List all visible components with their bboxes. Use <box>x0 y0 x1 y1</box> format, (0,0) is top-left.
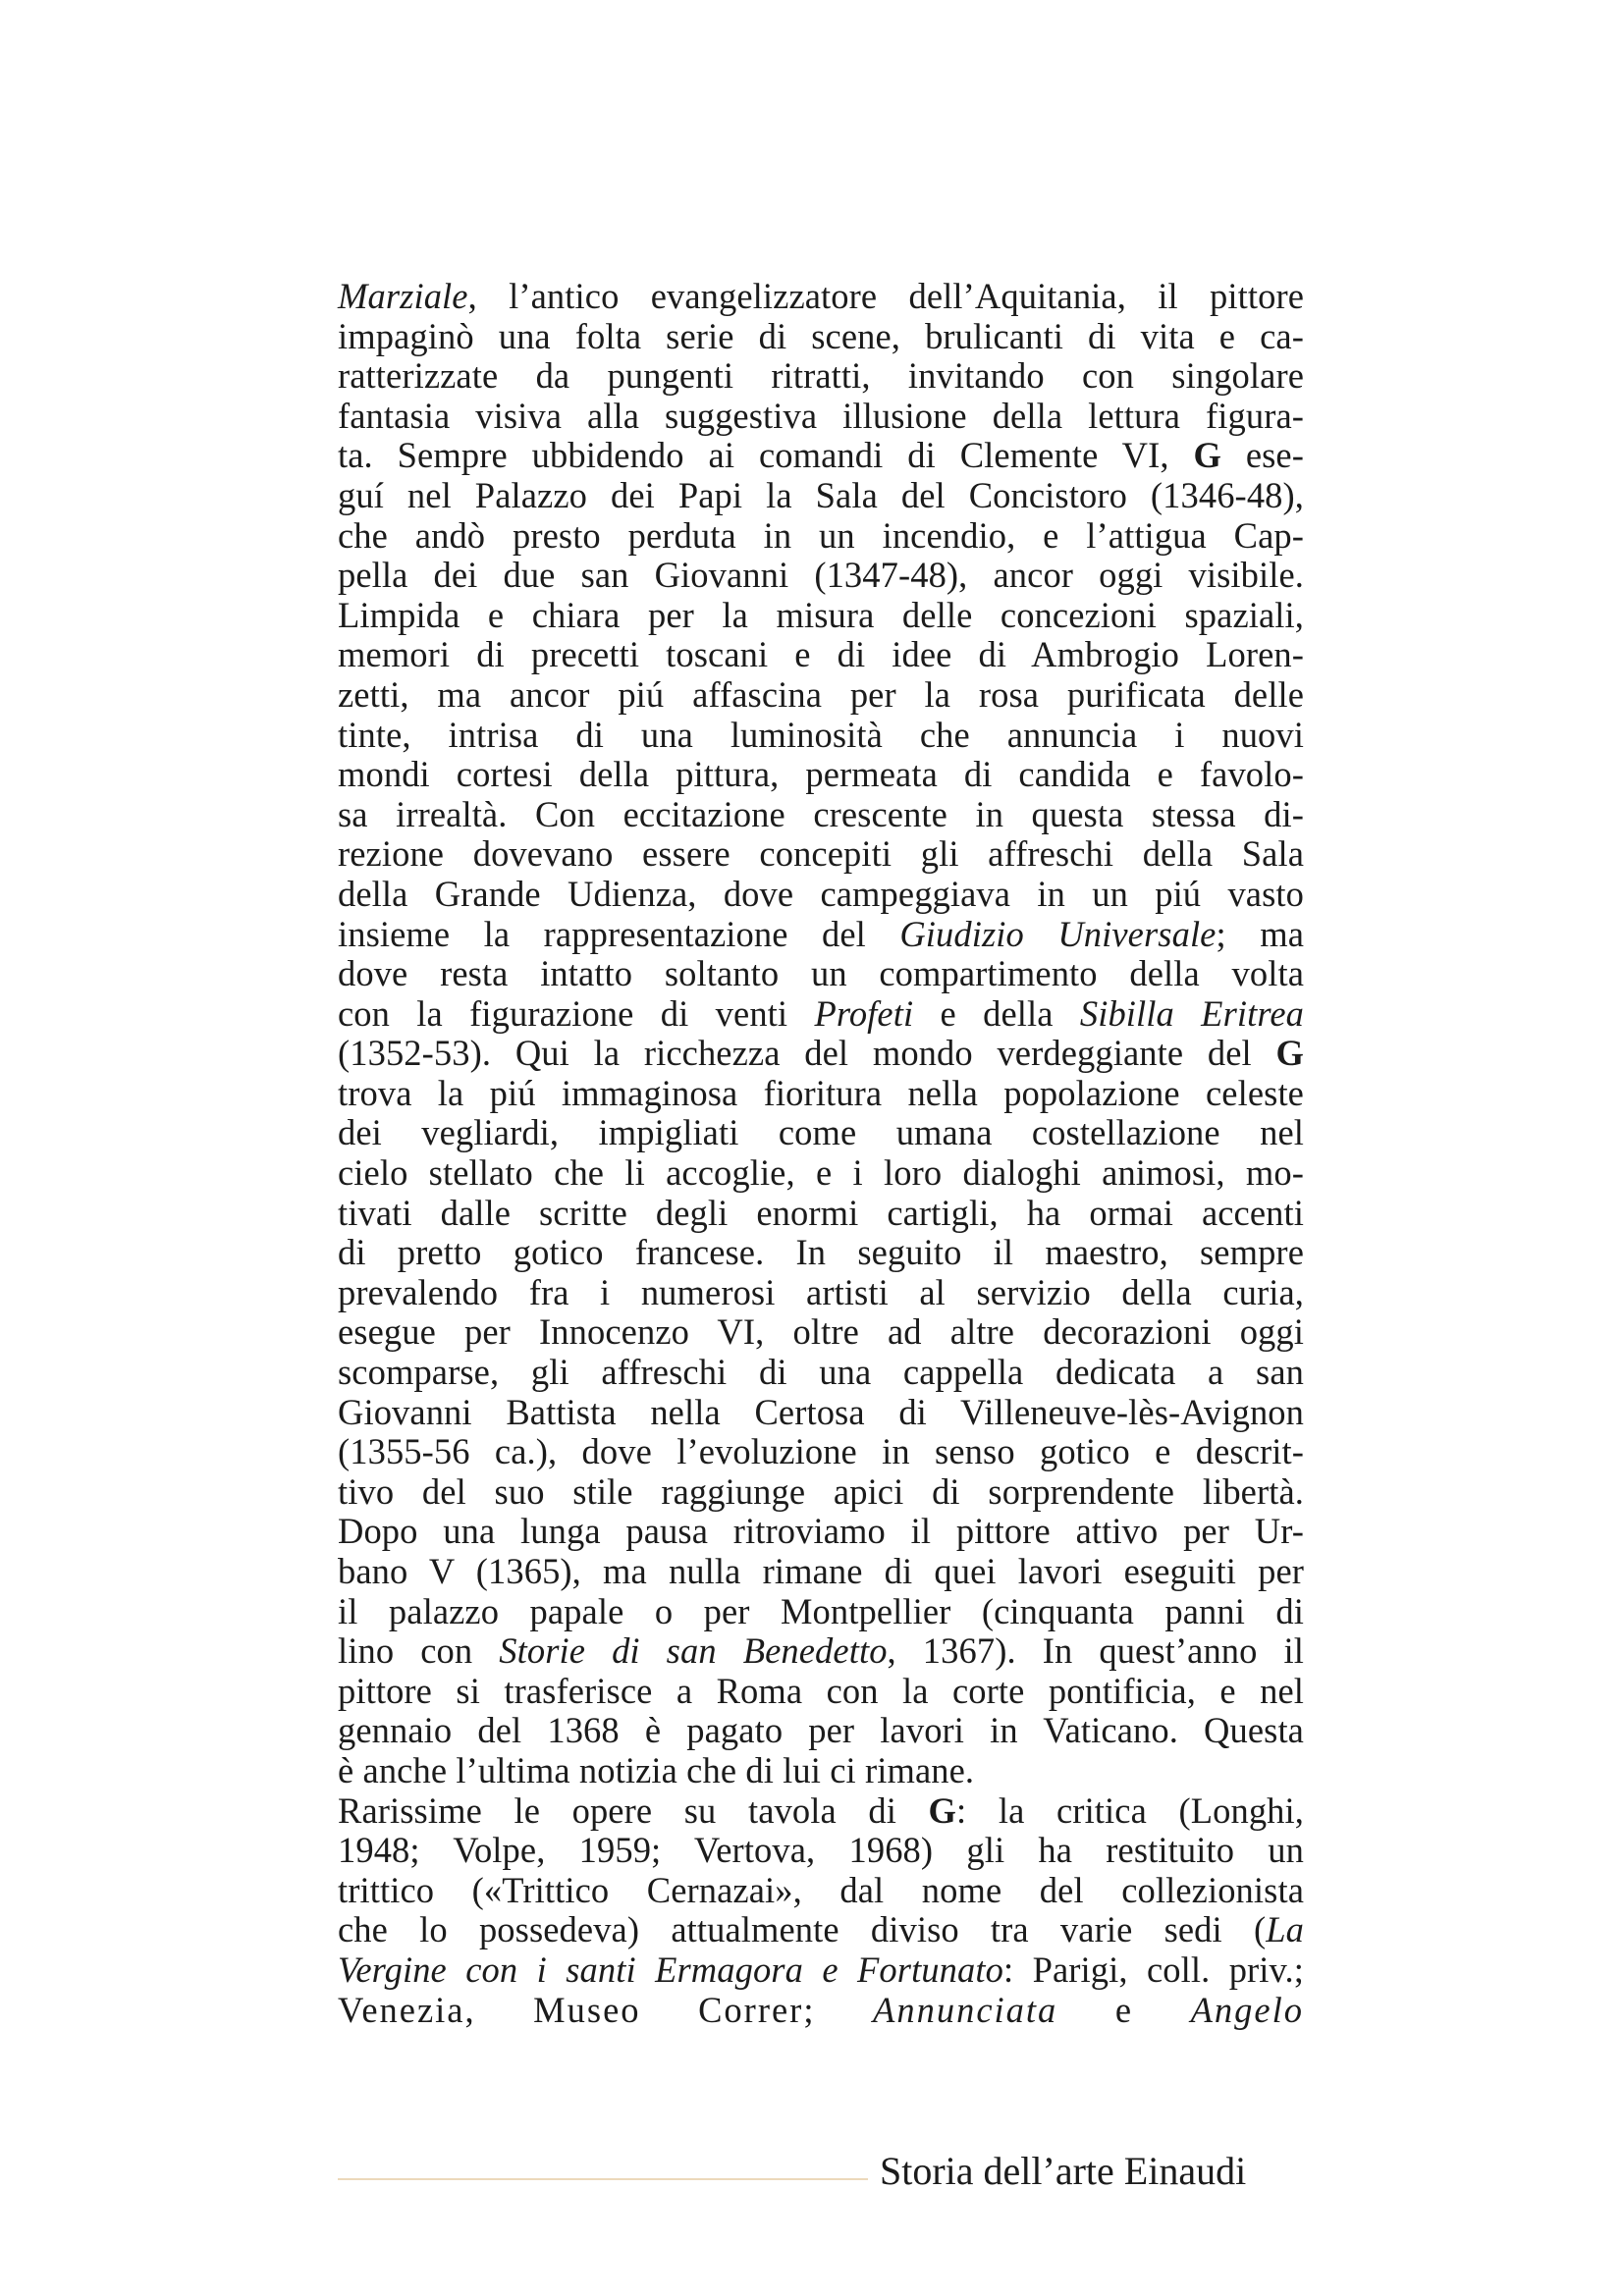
text-run: esegue per Innocenzo VI, oltre ad altre decorazioni oggi <box>338 1311 1304 1353</box>
text-line <box>338 755 1304 795</box>
text-run: rezione dovevano essere concepiti gli affreschi della Sala <box>338 833 1304 875</box>
text-line <box>338 1552 1304 1592</box>
text-run: dove resta intatto soltanto un compartimento della volta <box>338 953 1304 994</box>
text-line <box>338 1393 1304 1433</box>
text-line <box>338 1432 1304 1472</box>
text-line <box>338 1034 1304 1074</box>
text-line <box>338 875 1304 915</box>
footer-divider <box>338 2178 868 2180</box>
text-run: cielo stellato che li accoglie, e i loro dialoghi animosi, mo- <box>338 1152 1304 1194</box>
text-run: di pretto gotico francese. In seguito il maestro, sempre <box>338 1232 1304 1273</box>
text-line <box>338 1831 1304 1871</box>
text-run: : Parigi, coll. priv.; <box>1002 1949 1304 1990</box>
text-line <box>338 1512 1304 1552</box>
text-line <box>338 1113 1304 1153</box>
text-line <box>338 516 1304 557</box>
text-run: Giovanni Battista nella Certosa di Villeneuve-lès-Avignon <box>338 1391 1304 1432</box>
text-run: , 1367). In quest’anno il <box>887 1630 1304 1672</box>
text-run: (1355-56 ca.), dove l’evoluzione in senso gotico e descrit- <box>338 1431 1304 1472</box>
text-run: tivati dalle scritte degli enormi cartigli, ha ormai accenti <box>338 1192 1304 1233</box>
text-run: ; ma <box>1216 913 1304 954</box>
text-run: guí nel Palazzo dei Papi la Sala del Concistoro (1346-48), <box>338 474 1304 515</box>
text-line <box>338 1631 1304 1672</box>
text-run: che lo possedeva) attualmente diviso tra varie sedi ( <box>338 1909 1267 1950</box>
italic-text: Profeti <box>814 992 914 1034</box>
text-line <box>338 1950 1304 1991</box>
text-run: della Grande Udienza, dove campeggiava in un piú vasto <box>338 873 1304 914</box>
text-line <box>338 1791 1304 1832</box>
text-line <box>338 834 1304 875</box>
text-run: Limpida e chiara per la misura delle concezioni spaziali, <box>338 594 1304 635</box>
text-run: ese- <box>1220 435 1304 476</box>
italic-text: Sibilla Eritrea <box>1079 992 1304 1034</box>
text-line <box>338 476 1304 516</box>
text-run: gennaio del 1368 è pagato per lavori in Vaticano. Questa <box>338 1710 1304 1751</box>
text-run: Dopo una lunga pausa ritroviamo il pittore attivo per Ur- <box>338 1511 1304 1552</box>
italic-text: Giudizio Universale <box>899 913 1217 954</box>
bold-text: G <box>1193 435 1221 476</box>
text-run: tinte, intrisa di una luminosità che annuncia i nuovi <box>338 714 1304 755</box>
text-line <box>338 954 1304 994</box>
text-line <box>338 1751 1304 1791</box>
text-run: (1352-53). Qui la ricchezza del mondo verdeggiante del <box>338 1033 1276 1074</box>
text-line <box>338 596 1304 636</box>
bold-text: G <box>928 1789 957 1831</box>
italic-text: Annunciata <box>873 1989 1058 2030</box>
bold-text: G <box>1275 1033 1304 1074</box>
text-line <box>338 675 1304 716</box>
text-run: con la figurazione di venti <box>338 992 815 1034</box>
text-run: bano V (1365), ma nulla rimane di quei lavori eseguiti per <box>338 1551 1304 1591</box>
italic-text: Vergine con i santi Ermagora e Fortunato <box>338 1949 1003 1990</box>
text-run: fantasia visiva alla suggestiva illusione della lettura figura- <box>338 395 1304 436</box>
text-line <box>338 1273 1304 1313</box>
body-text <box>338 277 1304 2030</box>
text-line <box>338 1472 1304 1513</box>
text-run: tivo del suo stile raggiunge apici di sorprendente libertà. <box>338 1470 1304 1512</box>
text-run: che andò presto perduta in un incendio, e l’attigua Cap- <box>338 514 1304 556</box>
text-run: : la critica (Longhi, <box>956 1789 1304 1831</box>
text-line <box>338 635 1304 675</box>
text-line <box>338 795 1304 835</box>
text-run: ratterizzate da pungenti ritratti, invitando con singolare <box>338 355 1304 397</box>
text-run: il palazzo papale o per Montpellier (cinquanta panni di <box>338 1590 1304 1631</box>
text-line <box>338 1991 1304 2031</box>
text-line <box>338 1672 1304 1712</box>
text-run: 1948; Volpe, 1959; Vertova, 1968) gli ha restituito un <box>338 1830 1304 1871</box>
text-line <box>338 1312 1304 1353</box>
text-run: pittore si trasferisce a Roma con la corte pontificia, e nel <box>338 1670 1304 1711</box>
text-run: mondi cortesi della pittura, permeata di candida e favolo- <box>338 754 1304 795</box>
text-line <box>338 356 1304 397</box>
text-run: scomparse, gli affreschi di una cappella dedicata a san <box>338 1352 1304 1393</box>
text-line <box>338 716 1304 756</box>
text-line <box>338 556 1304 596</box>
text-line <box>338 317 1304 357</box>
text-line <box>338 1233 1304 1273</box>
text-line <box>338 1871 1304 1911</box>
text-line <box>338 1711 1304 1751</box>
text-run: impaginò una folta serie di scene, brulicanti di vita e ca- <box>338 315 1304 356</box>
text-line <box>338 1592 1304 1632</box>
text-line <box>338 1153 1304 1194</box>
text-line <box>338 1074 1304 1114</box>
text-run: insieme la rappresentazione del <box>338 913 900 954</box>
italic-text: Storie di san Benedetto <box>499 1630 888 1672</box>
text-run: memori di precetti toscani e di idee di Ambrogio Loren- <box>338 634 1304 675</box>
text-line <box>338 1910 1304 1950</box>
text-line <box>338 1353 1304 1393</box>
text-run: Rarissime le opere su tavola di <box>338 1789 929 1831</box>
text-line <box>338 397 1304 437</box>
text-run: è anche l’ultima notizia che di lui ci rimane. <box>338 1749 975 1790</box>
text-run: , l’antico evangelizzatore dell’Aquitania, il pittore <box>467 276 1304 316</box>
text-run: pella dei due san Giovanni (1347-48), ancor oggi visibile. <box>338 555 1304 596</box>
text-run: lino con <box>338 1630 500 1672</box>
text-run: ta. Sempre ubbidendo ai comandi di Clemente VI, <box>338 435 1194 476</box>
text-run: prevalendo fra i numerosi artisti al servizio della curia, <box>338 1271 1304 1312</box>
text-line <box>338 915 1304 955</box>
text-run: sa irrealtà. Con eccitazione crescente in questa stessa di- <box>338 793 1304 834</box>
text-run: trova la piú immaginosa fioritura nella popolazione celeste <box>338 1072 1304 1113</box>
text-line <box>338 277 1304 317</box>
text-run: Venezia, Museo Correr; <box>338 1989 874 2030</box>
footer-title: Storia dell’arte Einaudi <box>880 2149 1247 2193</box>
text-line <box>338 436 1304 476</box>
italic-text: La <box>1266 1909 1304 1950</box>
text-line <box>338 1194 1304 1234</box>
text-run: zetti, ma ancor piú affascina per la rosa purificata delle <box>338 673 1304 715</box>
text-run: trittico («Trittico Cernazai», dal nome del collezionista <box>338 1869 1304 1910</box>
text-run: dei vegliardi, impigliati come umana costellazione nel <box>338 1112 1304 1153</box>
text-run: e <box>1057 1989 1191 2030</box>
italic-text: Marziale <box>338 276 468 316</box>
text-run: e della <box>913 992 1080 1034</box>
text-line <box>338 994 1304 1035</box>
italic-text: Angelo <box>1190 1989 1304 2030</box>
